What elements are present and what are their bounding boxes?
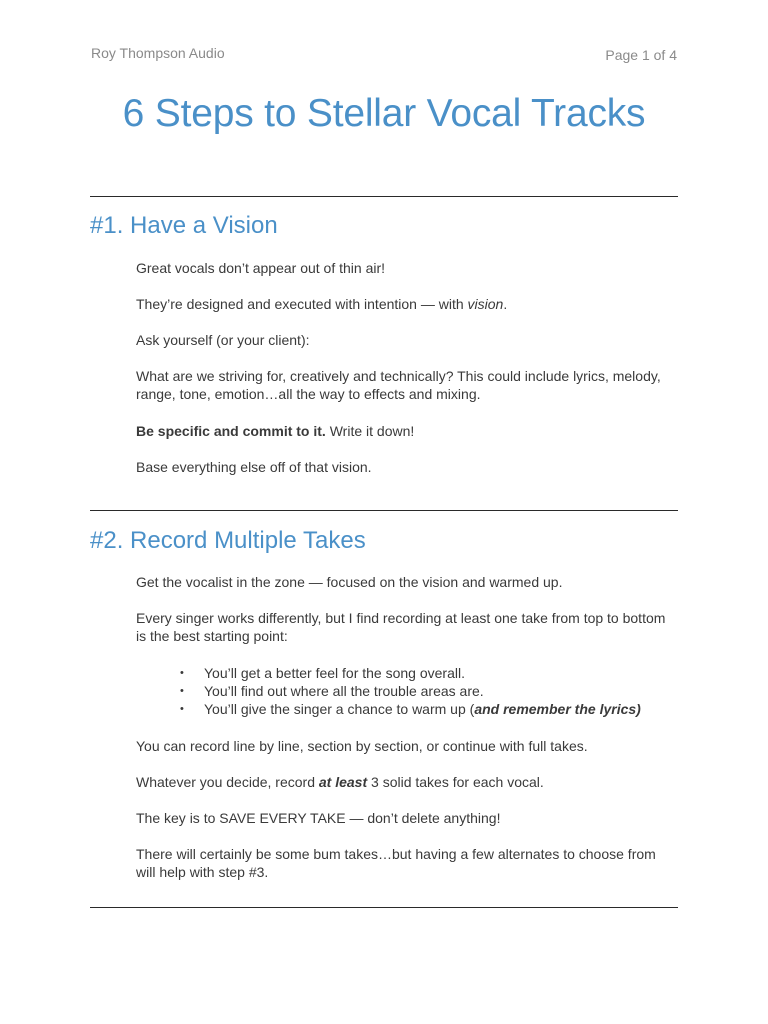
- section-1-paragraph-3: Ask yourself (or your client):: [136, 332, 310, 348]
- bullet-marker: •: [180, 685, 184, 697]
- list-item: [180, 682, 680, 700]
- list-item: [180, 664, 680, 682]
- section-2-paragraph-6: There will certainly be some bum takes…but having a few alternates to choose from will help with step #3.: [136, 846, 656, 880]
- emphasis-text: at least: [318, 774, 368, 790]
- list-item-text: You’ll give the singer a chance to warm up (: [204, 701, 475, 717]
- section-2-paragraph-1: Get the vocalist in the zone — focused on the vision and warmed up.: [136, 574, 563, 590]
- paragraph-text: They’re designed and executed with intention — with: [136, 296, 468, 312]
- bullet-marker: •: [180, 667, 184, 679]
- header-author: Roy Thompson Audio: [91, 45, 225, 61]
- document-title: 6 Steps to Stellar Vocal Tracks: [122, 92, 646, 135]
- list-item-text: You’ll find out where all the trouble areas are.: [204, 683, 484, 699]
- divider-2: [90, 510, 678, 511]
- page-indicator: Page 1 of 4: [605, 47, 677, 63]
- section-2-heading: #2. Record Multiple Takes: [90, 527, 366, 554]
- emphasis-text: and remember the lyrics): [474, 701, 641, 717]
- section-1-paragraph-6: Base everything else off of that vision.: [136, 459, 372, 475]
- paragraph-text: Whatever you decide, record: [136, 774, 319, 790]
- paragraph-text: 3 solid takes for each vocal.: [367, 774, 544, 790]
- emphasis-text: vision: [467, 296, 504, 312]
- paragraph-text: .: [503, 296, 508, 312]
- list-item: [180, 700, 680, 718]
- section-1-paragraph-4: What are we striving for, creatively and technically? This could include lyrics, melody, range, tone, emotion…all the way to effects and mixing.: [136, 368, 661, 402]
- paragraph-text: Write it down!: [325, 423, 415, 439]
- divider-3: [90, 907, 678, 908]
- bullet-list: [180, 664, 680, 718]
- section-2-paragraph-2: Every singer works differently, but I find recording at least one take from top to bottom is the best starting point:: [136, 610, 666, 644]
- section-1-heading: #1. Have a Vision: [90, 212, 278, 239]
- divider-1: [90, 196, 678, 197]
- section-1-paragraph-2: [136, 295, 676, 313]
- list-item-text: You’ll get a better feel for the song overall.: [204, 665, 465, 681]
- section-2-paragraph-3: You can record line by line, section by section, or continue with full takes.: [136, 738, 588, 754]
- section-1-paragraph-5: [136, 422, 676, 440]
- bullet-marker: •: [180, 703, 184, 715]
- section-1-paragraph-1: Great vocals don’t appear out of thin air!: [136, 260, 386, 276]
- section-2-paragraph-5: The key is to SAVE EVERY TAKE — don’t delete anything!: [136, 810, 501, 826]
- bold-text: Be specific and commit to it.: [136, 423, 326, 439]
- section-2-paragraph-4: [136, 773, 676, 791]
